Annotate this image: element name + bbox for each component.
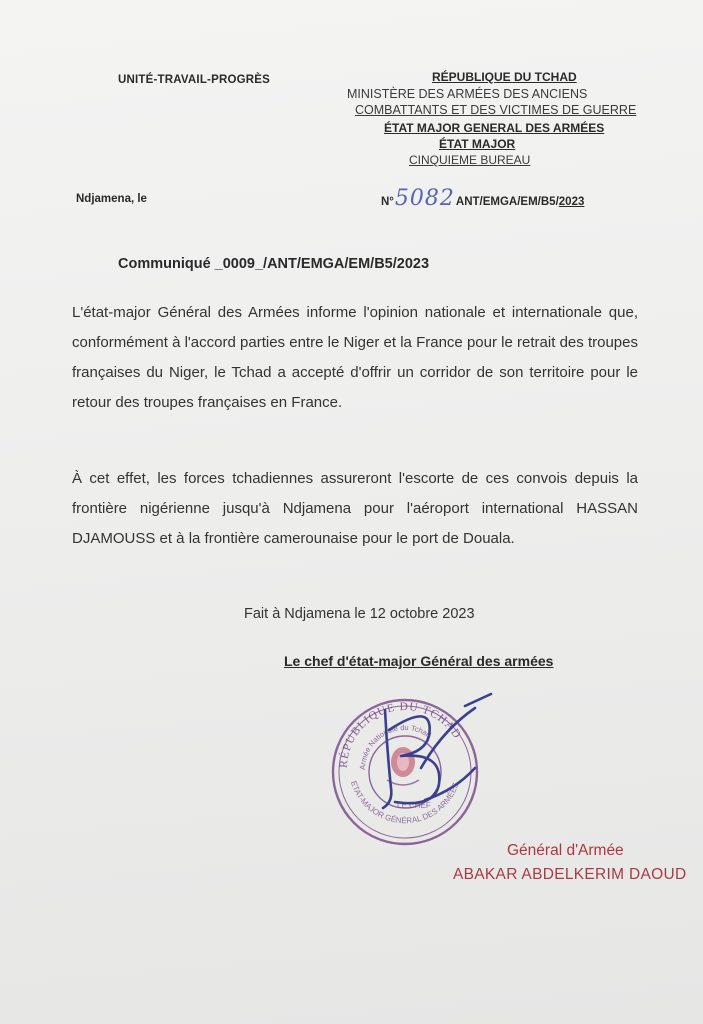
signatory-name: ABAKAR ABDELKERIM DAOUD bbox=[453, 866, 687, 883]
etat-major-general-heading: ÉTAT MAJOR GENERAL DES ARMÉES bbox=[384, 121, 605, 135]
etat-major-heading: ÉTAT MAJOR bbox=[439, 137, 516, 151]
ministry-line-1: MINISTÈRE DES ARMÉES DES ANCIENS bbox=[347, 87, 588, 101]
motto: UNITÉ-TRAVAIL-PROGRÈS bbox=[118, 74, 270, 86]
signatory-title: Le chef d'état-major Général des armées bbox=[284, 653, 554, 669]
bureau-heading: CINQUIEME BUREAU bbox=[409, 153, 531, 167]
stamp-center-text: LE CHEF bbox=[397, 801, 431, 810]
official-stamp bbox=[325, 690, 495, 850]
body-paragraph-2: À cet effet, les forces tchadiennes assureront l'escorte de ces convois depuis la frontière nigérienne jusqu'à Ndjamena pour l'aéroport international HASSAN DJAMOUSS et à la frontière camerounaise pour le port de Douala. bbox=[72, 470, 638, 547]
signatory-grade: Général d'Armée bbox=[507, 842, 624, 859]
stamp-inner-text: Armée Nationale du Tchad bbox=[357, 722, 433, 771]
ministry-line-2: COMBATTANTS ET DES VICTIMES DE GUERRE bbox=[355, 103, 637, 117]
stamp-outer-text: RÉPUBLIQUE DU TCHAD bbox=[337, 700, 464, 769]
handwritten-number: 5082 bbox=[394, 186, 455, 211]
number-prefix: N° bbox=[381, 196, 394, 208]
republic-heading: RÉPUBLIQUE DU TCHAD bbox=[432, 70, 577, 84]
stamp-lower-text: ETAT-MAJOR GÉNÉRAL DES ARMÉES bbox=[349, 779, 461, 826]
number-year: 2023 bbox=[558, 196, 585, 208]
communique-title: Communiqué _0009_/ANT/EMGA/EM/B5/2023 bbox=[118, 256, 430, 272]
body-paragraph-1: L'état-major Général des Armées informe l'opinion nationale et internationale que, conformément à l'accord parties entre le Niger et la France pour le retrait des troupes françaises du Niger, le Tchad a accepté d'offrir un corridor de son territoire pour le retour des troupes françaises en France. bbox=[72, 304, 638, 411]
reference-number bbox=[381, 186, 584, 211]
number-suffix: ANT/EMGA/EM/B5/ bbox=[455, 196, 559, 208]
fait-a-line: Fait à Ndjamena le 12 octobre 2023 bbox=[244, 606, 475, 622]
place-date: Ndjamena, le bbox=[76, 193, 147, 205]
